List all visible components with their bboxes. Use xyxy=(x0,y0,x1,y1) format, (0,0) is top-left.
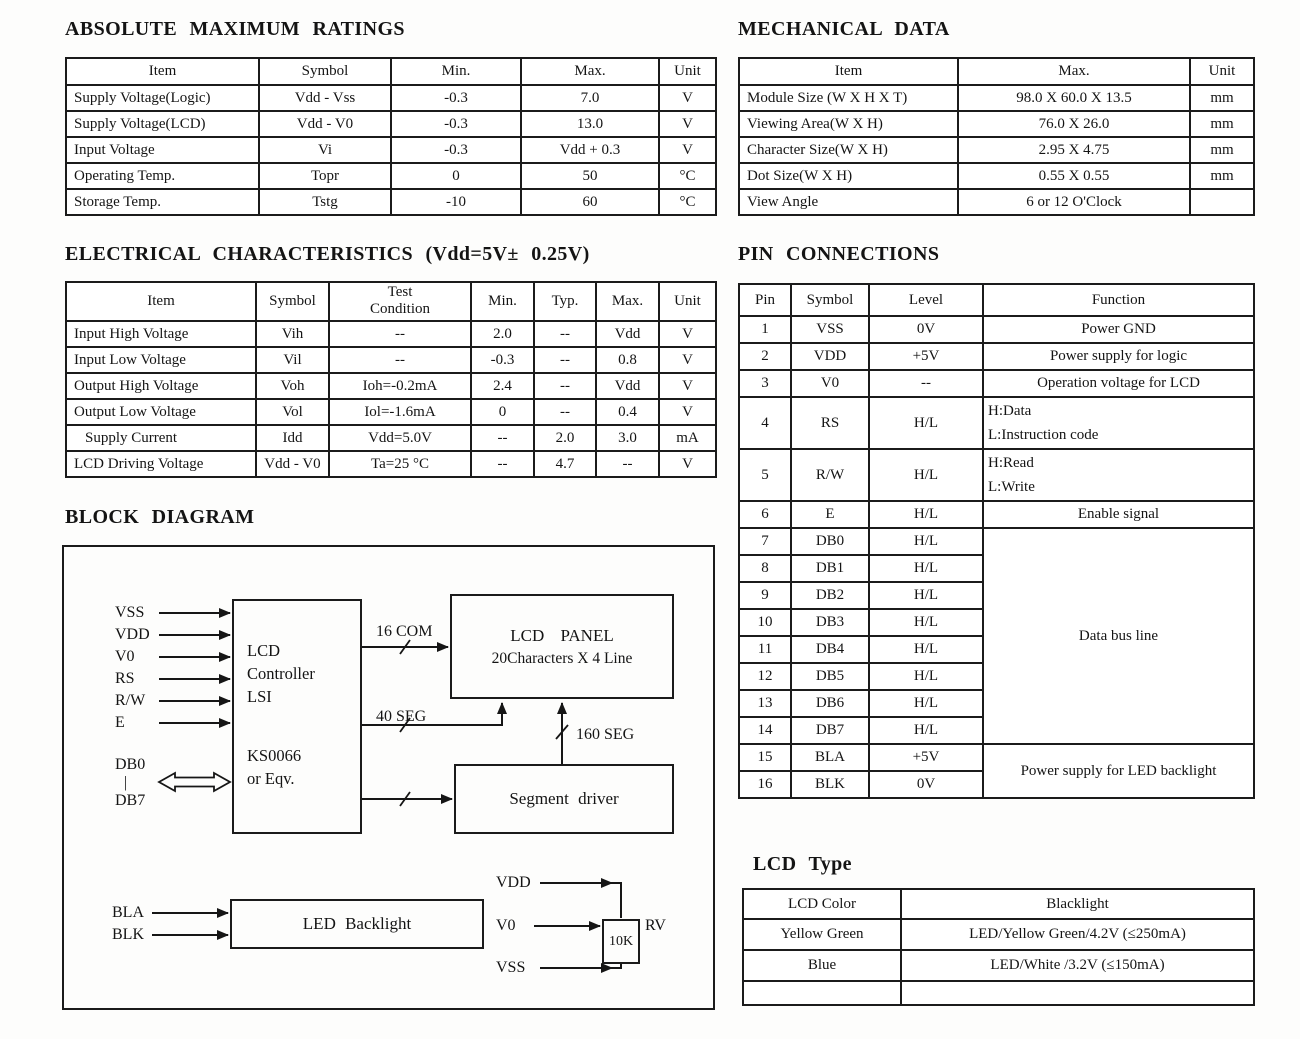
panel-subtitle: 20Characters X 4 Line xyxy=(491,649,633,667)
cell: BLK xyxy=(791,771,869,798)
table-row xyxy=(66,321,716,347)
table-row xyxy=(66,163,716,189)
table-header-row xyxy=(739,284,1254,316)
seg160-bus-label: 160 SEG xyxy=(576,726,635,743)
cell: Operating Temp. xyxy=(66,163,259,189)
cell: 14 xyxy=(739,717,791,744)
cell: H/L xyxy=(869,717,983,744)
controller-line: Controller xyxy=(247,664,315,683)
cell: Viewing Area(W X H) xyxy=(739,111,958,137)
cell: Topr xyxy=(259,163,391,189)
col-header: LCD Color xyxy=(743,889,901,919)
col-header: Level xyxy=(869,284,983,316)
cell: 11 xyxy=(739,636,791,663)
table-row xyxy=(739,163,1254,189)
pot-v0-label: V0 xyxy=(496,917,516,934)
col-header-label: Test Condition xyxy=(369,284,430,317)
panel-title: LCD PANEL xyxy=(510,625,614,645)
cell: Input High Voltage xyxy=(66,321,256,347)
cell: H/L xyxy=(869,636,983,663)
cell: Vdd + 0.3 xyxy=(521,137,659,163)
cell: -0.3 xyxy=(391,137,521,163)
col-header: Min. xyxy=(391,58,521,85)
cell: Enable signal xyxy=(983,501,1254,528)
cell: DB4 xyxy=(791,636,869,663)
mechanical-title: MECHANICAL DATA xyxy=(738,18,950,40)
cell-data-bus: Data bus line xyxy=(983,528,1254,744)
controller-line: LCD xyxy=(247,641,280,660)
cell: 1 xyxy=(739,316,791,343)
cell xyxy=(983,397,1254,449)
col-header: Unit xyxy=(659,58,716,85)
cell: Power supply for logic xyxy=(983,343,1254,370)
cell: 0 xyxy=(391,163,521,189)
lcd-type-table xyxy=(742,888,1255,1006)
cell: Tstg xyxy=(259,189,391,215)
cell: 2.4 xyxy=(471,373,534,399)
table-row xyxy=(739,343,1254,370)
abs-max-title: ABSOLUTE MAXIMUM RATINGS xyxy=(65,18,405,40)
table-row xyxy=(739,85,1254,111)
cell: Output High Voltage xyxy=(66,373,256,399)
table-row xyxy=(66,425,716,451)
cell: Idd xyxy=(256,425,329,451)
cell: Voh xyxy=(256,373,329,399)
table-row xyxy=(739,189,1254,215)
cell: 12 xyxy=(739,663,791,690)
cell: LED/White /3.2V (≤150mA) xyxy=(901,950,1254,981)
table-row xyxy=(743,950,1254,981)
cell: 3 xyxy=(739,370,791,397)
data-bus-double-arrow xyxy=(159,773,230,791)
pot-vdd-label: VDD xyxy=(496,874,531,891)
cell: Input Voltage xyxy=(66,137,259,163)
cell: Vdd - Vss xyxy=(259,85,391,111)
cell: Storage Temp. xyxy=(66,189,259,215)
cell: H/L xyxy=(869,397,983,449)
signal-label-vdd: VDD xyxy=(115,626,150,643)
cell: °C xyxy=(659,189,716,215)
cell: Operation voltage for LCD xyxy=(983,370,1254,397)
cell: Output Low Voltage xyxy=(66,399,256,425)
table-row xyxy=(739,501,1254,528)
col-header: Max. xyxy=(521,58,659,85)
cell: 3.0 xyxy=(596,425,659,451)
segment-driver-label: Segment driver xyxy=(509,789,619,808)
led-backlight-box xyxy=(230,899,484,949)
table-row xyxy=(743,981,1254,1005)
cell: V xyxy=(659,85,716,111)
col-header: Item xyxy=(739,58,958,85)
led-backlight-label: LED Backlight xyxy=(302,914,412,933)
cell: -10 xyxy=(391,189,521,215)
cell: -- xyxy=(534,373,596,399)
data-bus-labels xyxy=(115,756,145,810)
col-header: Item xyxy=(66,58,259,85)
cell: 60 xyxy=(521,189,659,215)
cell: Ta=25 °C xyxy=(329,451,471,477)
cell: 4.7 xyxy=(534,451,596,477)
cell: mm xyxy=(1190,163,1254,189)
col-header: Unit xyxy=(659,282,716,321)
cell: 0.4 xyxy=(596,399,659,425)
cell: mA xyxy=(659,425,716,451)
cell: 13 xyxy=(739,690,791,717)
cell: Vdd - V0 xyxy=(256,451,329,477)
cell: -- xyxy=(596,451,659,477)
controller-line: or Eqv. xyxy=(247,769,295,788)
cell: 0V xyxy=(869,316,983,343)
cell: -- xyxy=(329,347,471,373)
table-header-row xyxy=(66,58,716,85)
blk-label: BLK xyxy=(112,926,144,943)
controller-line: KS0066 xyxy=(247,746,302,765)
cell: V xyxy=(659,451,716,477)
abs-max-table xyxy=(65,57,717,216)
cell: V xyxy=(659,137,716,163)
electrical-table xyxy=(65,281,717,478)
cell: R/W xyxy=(791,449,869,501)
cell: H/L xyxy=(869,690,983,717)
backlight-arrows xyxy=(152,913,228,935)
cell: 10 xyxy=(739,609,791,636)
cell: View Angle xyxy=(739,189,958,215)
cell: -- xyxy=(869,370,983,397)
cell: mm xyxy=(1190,85,1254,111)
col-header: Min. xyxy=(471,282,534,321)
cell: DB6 xyxy=(791,690,869,717)
cell: 0 xyxy=(471,399,534,425)
cell: +5V xyxy=(869,744,983,771)
cell: Yellow Green xyxy=(743,919,901,950)
cell: Power GND xyxy=(983,316,1254,343)
cell: E xyxy=(791,501,869,528)
cell: H/L xyxy=(869,663,983,690)
db7-label: DB7 xyxy=(115,792,146,809)
cell: V xyxy=(659,347,716,373)
table-header-row xyxy=(739,58,1254,85)
cell: 2.0 xyxy=(471,321,534,347)
cell: 15 xyxy=(739,744,791,771)
cell: 50 xyxy=(521,163,659,189)
cell: V xyxy=(659,111,716,137)
table-row xyxy=(66,451,716,477)
block-diagram xyxy=(62,545,715,1010)
controller-name xyxy=(247,639,315,708)
signal-label-rw: R/W xyxy=(115,692,146,709)
cell: 5 xyxy=(739,449,791,501)
table-row xyxy=(739,316,1254,343)
cell: Character Size(W X H) xyxy=(739,137,958,163)
cell: 2.0 xyxy=(534,425,596,451)
lcd-type-title: LCD Type xyxy=(753,853,852,875)
electrical-title: ELECTRICAL CHARACTERISTICS (Vdd=5V± 0.25V) xyxy=(65,243,590,265)
cell: Vdd xyxy=(596,373,659,399)
cell: Supply Voltage(Logic) xyxy=(66,85,259,111)
seg40-bus-label: 40 SEG xyxy=(376,708,427,725)
table-row xyxy=(739,111,1254,137)
col-header: Symbol xyxy=(791,284,869,316)
cell: VSS xyxy=(791,316,869,343)
lcd-panel-box xyxy=(450,594,674,699)
table-row xyxy=(66,111,716,137)
table-row xyxy=(743,919,1254,950)
cell: Dot Size(W X H) xyxy=(739,163,958,189)
signal-label-v0: V0 xyxy=(115,648,135,665)
cell: VDD xyxy=(791,343,869,370)
cell: +5V xyxy=(869,343,983,370)
cell: 7.0 xyxy=(521,85,659,111)
cell: Ioh=-0.2mA xyxy=(329,373,471,399)
cell: Iol=-1.6mA xyxy=(329,399,471,425)
table-header-row xyxy=(66,282,716,321)
table-row xyxy=(739,744,1254,771)
lcd-controller-box xyxy=(232,599,362,834)
signal-arrows xyxy=(159,613,230,723)
cell: 76.0 X 26.0 xyxy=(958,111,1190,137)
cell: Vi xyxy=(259,137,391,163)
cell: -0.3 xyxy=(391,111,521,137)
table-row xyxy=(66,137,716,163)
db-range-bar: | xyxy=(124,774,128,791)
cell: DB2 xyxy=(791,582,869,609)
cell: H/L xyxy=(869,501,983,528)
cell: 2 xyxy=(739,343,791,370)
contrast-pot-box xyxy=(602,919,640,964)
cell: 16 xyxy=(739,771,791,798)
bla-label: BLA xyxy=(112,904,144,921)
table-header-row xyxy=(743,889,1254,919)
signal-label-vss: VSS xyxy=(115,604,145,621)
cell: H/L xyxy=(869,555,983,582)
cell: RS xyxy=(791,397,869,449)
function-line: H:Data xyxy=(988,403,1032,419)
col-header: Max. xyxy=(958,58,1190,85)
cell xyxy=(901,981,1254,1005)
cell: -- xyxy=(471,425,534,451)
cell-backlight-fn: Power supply for LED backlight xyxy=(983,744,1254,798)
cell: -- xyxy=(471,451,534,477)
col-header: Symbol xyxy=(259,58,391,85)
col-header: Max. xyxy=(596,282,659,321)
col-header: Symbol xyxy=(256,282,329,321)
cell: °C xyxy=(659,163,716,189)
col-header: Item xyxy=(66,282,256,321)
cell xyxy=(983,449,1254,501)
cell: 8 xyxy=(739,555,791,582)
function-line: L:Instruction code xyxy=(988,427,1099,443)
col-header: Blacklight xyxy=(901,889,1254,919)
cell: 98.0 X 60.0 X 13.5 xyxy=(958,85,1190,111)
pot-vss-label: VSS xyxy=(496,959,526,976)
segment-driver-box xyxy=(454,764,674,834)
pin-connections-table xyxy=(738,283,1255,799)
col-header xyxy=(329,282,471,321)
cell: 9 xyxy=(739,582,791,609)
pin-connections-title: PIN CONNECTIONS xyxy=(738,243,940,265)
table-row xyxy=(66,373,716,399)
function-line: L:Write xyxy=(988,479,1035,495)
cell: 2.95 X 4.75 xyxy=(958,137,1190,163)
signal-label-rs: RS xyxy=(115,670,135,687)
cell: H/L xyxy=(869,449,983,501)
table-row xyxy=(739,449,1254,501)
cell: Module Size (W X H X T) xyxy=(739,85,958,111)
cell xyxy=(743,981,901,1005)
table-row xyxy=(739,137,1254,163)
db0-label: DB0 xyxy=(115,756,146,773)
cell: V xyxy=(659,321,716,347)
cell: 0.55 X 0.55 xyxy=(958,163,1190,189)
cell: Supply Current xyxy=(66,425,256,451)
cell: 6 or 12 O'Clock xyxy=(958,189,1190,215)
cell: H/L xyxy=(869,582,983,609)
table-row xyxy=(739,370,1254,397)
cell: 7 xyxy=(739,528,791,555)
cell: -0.3 xyxy=(391,85,521,111)
cell: BLA xyxy=(791,744,869,771)
cell: 13.0 xyxy=(521,111,659,137)
signal-label-e: E xyxy=(115,714,125,731)
cell: Vdd xyxy=(596,321,659,347)
cell: mm xyxy=(1190,137,1254,163)
cell: Vih xyxy=(256,321,329,347)
block-diagram-title: BLOCK DIAGRAM xyxy=(65,506,255,528)
cell: H/L xyxy=(869,609,983,636)
cell: V xyxy=(659,399,716,425)
cell: -- xyxy=(534,347,596,373)
cell: 6 xyxy=(739,501,791,528)
controller-part-number xyxy=(247,744,301,790)
table-row xyxy=(66,189,716,215)
controller-line: LSI xyxy=(247,687,272,706)
col-header: Unit xyxy=(1190,58,1254,85)
cell: -0.3 xyxy=(471,347,534,373)
col-header: Typ. xyxy=(534,282,596,321)
cell: H/L xyxy=(869,528,983,555)
cell: V xyxy=(659,373,716,399)
cell: Vol xyxy=(256,399,329,425)
cell: Input Low Voltage xyxy=(66,347,256,373)
table-row xyxy=(66,399,716,425)
cell: mm xyxy=(1190,111,1254,137)
cell: -- xyxy=(534,321,596,347)
table-row xyxy=(739,397,1254,449)
table-row xyxy=(739,528,1254,555)
cell: Vil xyxy=(256,347,329,373)
cell: DB0 xyxy=(791,528,869,555)
col-header: Function xyxy=(983,284,1254,316)
cell xyxy=(1190,189,1254,215)
cell: 4 xyxy=(739,397,791,449)
cell: V0 xyxy=(791,370,869,397)
cell: 0V xyxy=(869,771,983,798)
cell: DB3 xyxy=(791,609,869,636)
cell: LED/Yellow Green/4.2V (≤250mA) xyxy=(901,919,1254,950)
table-row xyxy=(66,85,716,111)
cell: 0.8 xyxy=(596,347,659,373)
cell: DB1 xyxy=(791,555,869,582)
cell: LCD Driving Voltage xyxy=(66,451,256,477)
cell: Vdd - V0 xyxy=(259,111,391,137)
function-line: H:Read xyxy=(988,455,1034,471)
mechanical-table xyxy=(738,57,1255,216)
cell: -- xyxy=(329,321,471,347)
cell: Supply Voltage(LCD) xyxy=(66,111,259,137)
cell: -- xyxy=(534,399,596,425)
pot-value-label: 10K xyxy=(608,933,634,949)
table-row xyxy=(66,347,716,373)
cell: Vdd=5.0V xyxy=(329,425,471,451)
cell: DB7 xyxy=(791,717,869,744)
col-header: Pin xyxy=(739,284,791,316)
pot-name-label: RV xyxy=(645,917,666,934)
com-bus-label: 16 COM xyxy=(376,623,433,640)
cell: Blue xyxy=(743,950,901,981)
cell: DB5 xyxy=(791,663,869,690)
